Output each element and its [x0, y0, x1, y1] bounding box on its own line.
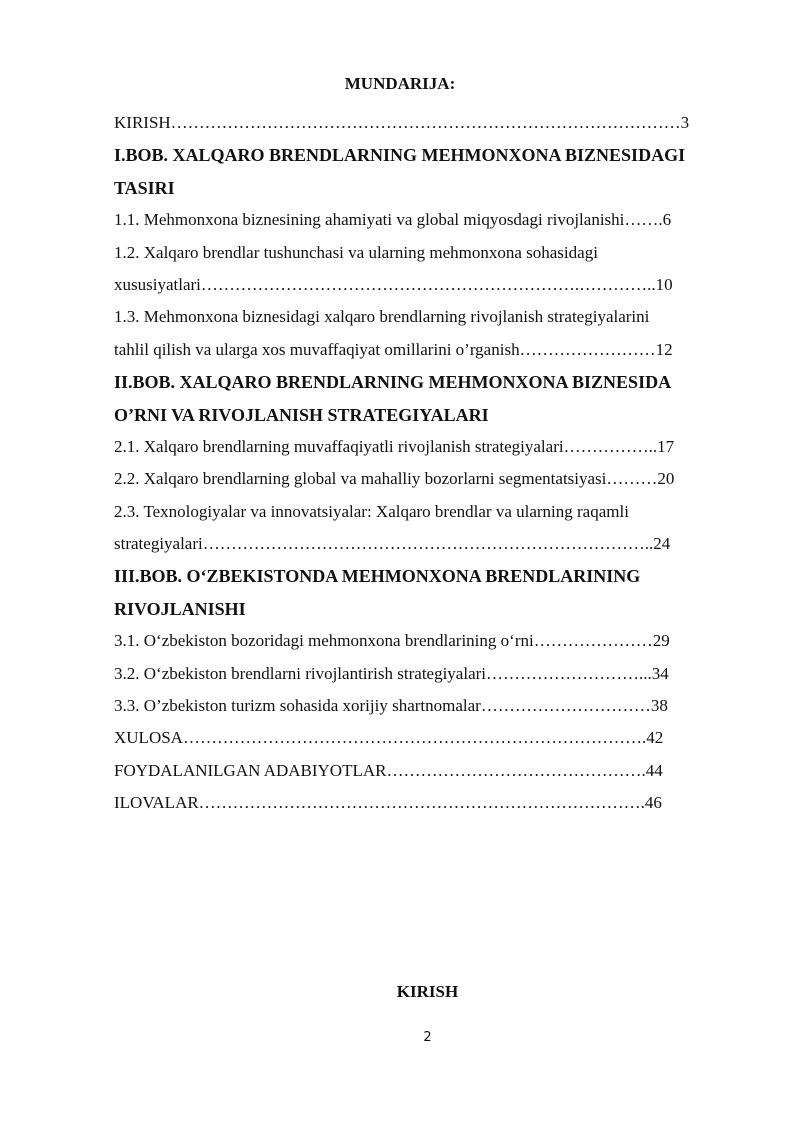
- toc-line: 1.1. Mehmonxona biznesining ahamiyati va global miqyosdagi rivojlanishi…….6: [114, 210, 672, 230]
- toc-line: strategiyalari……………………………………………………………………..24: [114, 534, 671, 554]
- toc-line: XULOSA……………………………………………………………………….42: [114, 728, 664, 748]
- toc-line: FOYDALANILGAN ADABIYOTLAR……………………………………….44: [114, 760, 663, 780]
- toc-line: II.BOB. XALQARO BRENDLARNING MEHMONXONA BIZNESIDA: [114, 372, 672, 393]
- toc-line: tahlil qilish va ularga xos muvaffaqiyat omillarini o’rganish……………………12: [114, 339, 673, 359]
- section-heading: KIRISH: [396, 982, 459, 1001]
- toc-line: 2.2. Xalqaro brendlarning global va mahalliy bozorlarni segmentatsiyasi………20: [114, 469, 675, 489]
- toc-line: 2.3. Texnologiyalar va innovatsiyalar: Xalqaro brendlar va ularning raqamli: [114, 501, 629, 521]
- toc-line: ILOVALAR…………………………………………………………………….46: [114, 793, 662, 813]
- toc-line: 3.3. O’zbekiston turizm sohasida xorijiy shartnomalar…………………………38: [114, 696, 668, 716]
- toc-line: 2.1. Xalqaro brendlarning muvaffaqiyatli rivojlanish strategiyalari……………..17: [114, 436, 675, 456]
- table-of-contents: [114, 107, 744, 820]
- toc-line: KIRISH………………………………………………………………………………3: [114, 113, 690, 132]
- contents-title: MUNDARIJA:: [344, 74, 456, 93]
- toc-line: RIVOJLANISHI: [114, 598, 246, 619]
- toc-line: 3.2. O‘zbekiston brendlarni rivojlantirish strategiyalari………………………...34: [114, 663, 669, 683]
- toc-line: 3.1. O‘zbekiston bozoridagi mehmonxona brendlarining o‘rni…………………29: [114, 631, 670, 651]
- toc-line: 1.3. Mehmonxona biznesidagi xalqaro brendlarning rivojlanish strategiyalarini: [114, 307, 650, 327]
- toc-line: TASIRI: [114, 177, 175, 198]
- toc-line: xususiyatlari………………………………………………………….…………..10: [114, 274, 673, 294]
- toc-line: I.BOB. XALQARO BRENDLARNING MEHMONXONA BIZNESIDAGI: [114, 145, 686, 166]
- toc-line: III.BOB. O‘ZBEKISTONDA MEHMONXONA BRENDLARINING: [114, 566, 641, 587]
- page-number: 2: [423, 1030, 432, 1045]
- toc-line: O’RNI VA RIVOJLANISH STRATEGIYALARI: [114, 404, 489, 425]
- toc-line: 1.2. Xalqaro brendlar tushunchasi va ularning mehmonxona sohasidagi: [114, 242, 598, 262]
